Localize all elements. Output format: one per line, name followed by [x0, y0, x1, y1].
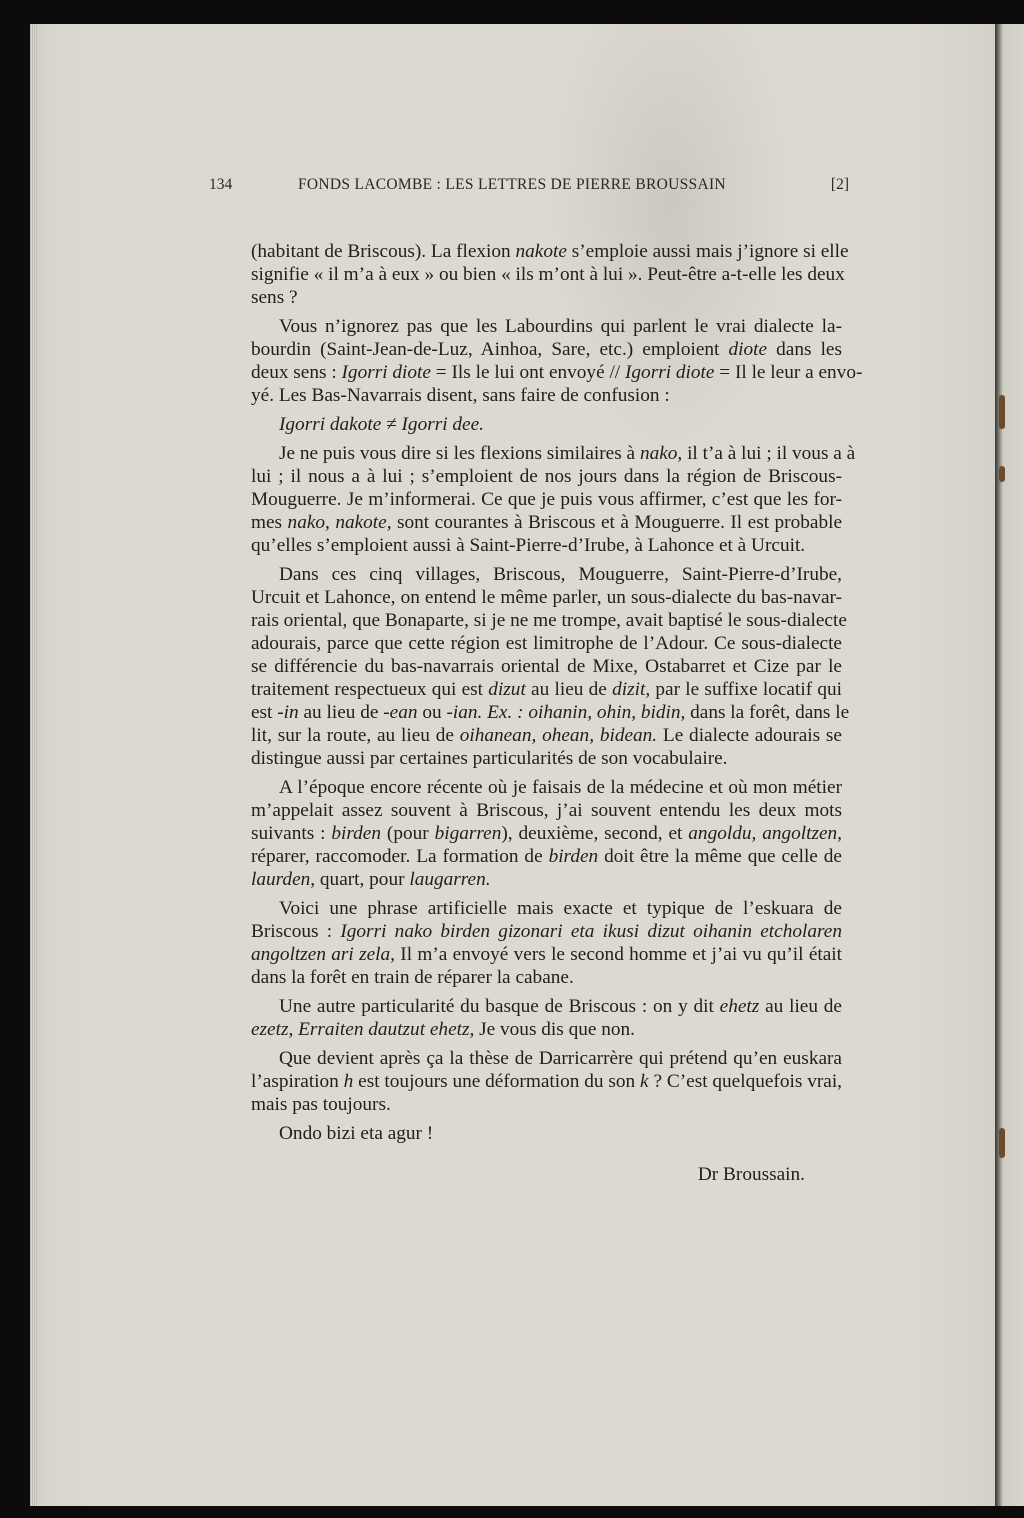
paragraph [251, 1122, 842, 1145]
text-run: ? C’est quelquefois vrai, [648, 1071, 843, 1092]
text-line [251, 413, 842, 436]
text-run: qu’elles s’emploient aussi à Saint-Pierre-d’Irube, à Lahonce et à Urcuit. [251, 535, 806, 556]
paragraph [251, 413, 842, 436]
italic-term: -in [277, 702, 299, 723]
text-run: ), deuxième, second, et [501, 823, 689, 844]
text-run: Mouguerre. Je m’informerai. Ce que je puis vous affirmer, c’est que les for- [251, 489, 842, 510]
text-run: Briscous : [251, 921, 341, 942]
italic-term: dizut [488, 679, 526, 700]
italic-term: -ean [383, 702, 418, 723]
text-run: lit, sur la route, au lieu de [251, 725, 460, 746]
text-line [251, 534, 842, 557]
text-run: traitement respectueux qui est [251, 679, 489, 700]
text-line [251, 701, 850, 724]
text-run: = Ils le lui ont envoyé // [430, 362, 625, 383]
text-run: il t’a à lui ; il vous a à [682, 443, 856, 464]
text-run: distingue aussi par certaines particularités de son vocabulaire. [251, 748, 728, 769]
paragraph [251, 897, 842, 989]
italic-term: birden [331, 823, 381, 844]
text-line [251, 845, 842, 868]
text-line [251, 511, 842, 534]
text-line [251, 897, 842, 920]
text-line [251, 586, 842, 609]
binding-mark [999, 466, 1005, 482]
running-header [209, 176, 849, 194]
text-line [251, 1070, 842, 1093]
text-run: mais pas toujours. [251, 1094, 391, 1115]
text-line [251, 724, 842, 747]
text-line [251, 315, 842, 338]
italic-term: bigarren [434, 823, 502, 844]
text-line [251, 1018, 842, 1041]
text-run: au lieu de [525, 679, 613, 700]
italic-term: ehetz [719, 996, 760, 1017]
page-stack-edge [30, 24, 38, 1506]
italic-term: -ian. Ex. : oihanin, ohin, bidin, [446, 702, 686, 723]
text-run: réparer, raccomoder. La formation de [251, 846, 549, 867]
italic-term: Igorri diote [625, 362, 715, 383]
text-line [251, 868, 842, 891]
text-run: (pour [381, 823, 435, 844]
text-run: lui ; il nous a à lui ; s’emploient de nos jours dans la région de Briscous- [251, 466, 842, 487]
text-run: par le suffixe locatif qui [650, 679, 843, 700]
italic-term: Igorri nako birden gizonari eta ikusi dizut oihanin etcholaren [340, 921, 842, 942]
text-run: (habitant de Briscous). La flexion [251, 241, 516, 262]
text-line [251, 1093, 842, 1116]
text-run: deux sens : [251, 362, 342, 383]
text-run: rais oriental, que Bonaparte, si je ne me trompe, avait baptisé le sous-dialecte [251, 610, 847, 631]
text-line [251, 966, 842, 989]
text-line [251, 943, 842, 966]
text-line [251, 799, 842, 822]
text-run: doit être la même que celle de [598, 846, 842, 867]
text-line [251, 361, 863, 384]
text-run: Vous n’ignorez pas que les Labourdins qui parlent le vrai dialecte la- [279, 316, 842, 337]
text-line [251, 747, 842, 770]
binding-mark [999, 395, 1005, 429]
text-run: m’appelait assez souvent à Briscous, j’ai souvent entendu les deux mots [251, 800, 842, 821]
text-line [251, 286, 842, 309]
text-run: dans les [767, 339, 842, 360]
text-run: s’emploie aussi mais j’ignore si elle [566, 241, 849, 262]
italic-term: laugarren. [409, 869, 491, 890]
italic-term: nakote [515, 241, 567, 262]
text-run: quart, pour [315, 869, 410, 890]
text-run: Le dialecte adourais se [657, 725, 842, 746]
text-run: A l’époque encore récente où je faisais de la médecine et où mon métier [279, 777, 842, 798]
page-number: 134 [209, 176, 233, 193]
text-run: Ondo bizi eta agur ! [279, 1123, 434, 1144]
text-run: est [251, 702, 278, 723]
facing-page-edge [995, 24, 1024, 1506]
text-run: Il m’a envoyé vers le second homme et j’ai vu qu’il était [394, 944, 843, 965]
text-run: Dans ces cinq villages, Briscous, Mouguerre, Saint-Pierre-d’Irube, [279, 564, 842, 585]
text-run: au lieu de [298, 702, 384, 723]
text-run: Je vous dis que non. [474, 1019, 635, 1040]
italic-term: laurden, [251, 869, 316, 890]
text-run: Je ne puis vous dire si les flexions similaires à [279, 443, 640, 464]
text-line [251, 338, 842, 361]
italic-term: Igorri diote [341, 362, 431, 383]
text-line [251, 995, 842, 1018]
text-run: yé. Les Bas-Navarrais disent, sans faire de confusion : [251, 385, 670, 406]
text-run: suivants : [251, 823, 332, 844]
text-run: Urcuit et Lahonce, on entend le même parler, un sous-dialecte du bas-navar- [251, 587, 842, 608]
text-line [251, 1122, 842, 1145]
text-run: Que devient après ça la thèse de Darricarrère qui prétend qu’en euskara [279, 1048, 842, 1069]
italic-term: dizit, [612, 679, 651, 700]
paragraph [251, 776, 842, 891]
text-run: sont courantes à Briscous et à Mouguerre. Il est probable [391, 512, 842, 533]
text-line [251, 632, 842, 655]
italic-term: angoltzen ari zela, [251, 944, 395, 965]
text-line [251, 609, 847, 632]
text-line [251, 384, 842, 407]
italic-term: h [343, 1071, 354, 1092]
paragraph [251, 442, 856, 557]
signature: Dr Broussain. [697, 1164, 805, 1185]
italic-term: k [640, 1071, 649, 1092]
text-line [251, 776, 842, 799]
italic-term: ezetz, Erraiten dautzut ehetz, [251, 1019, 475, 1040]
text-line [251, 263, 845, 286]
text-run: au lieu de [759, 996, 842, 1017]
text-run: Une autre particularité du basque de Briscous : on y dit [279, 996, 720, 1017]
text-line [251, 488, 842, 511]
letter-body [251, 240, 863, 1186]
text-line [251, 563, 842, 586]
text-line [251, 240, 849, 263]
text-run: dans la forêt, dans le [685, 702, 850, 723]
section-number: [2] [830, 176, 849, 193]
paragraph [251, 240, 849, 309]
running-title: FONDS LACOMBE : LES LETTRES DE PIERRE BROUSSAIN [298, 176, 726, 193]
paragraph [251, 315, 863, 407]
italic-term: oihanean, ohean, bidean. [459, 725, 658, 746]
italic-term: diote [728, 339, 768, 360]
text-run: est toujours une déformation du son [353, 1071, 641, 1092]
text-line [251, 655, 842, 678]
text-run: signifie « il m’a à eux » ou bien « ils m’ont à lui ». Peut-être a-t-elle les deux [251, 264, 845, 285]
text-run: sens ? [251, 287, 298, 308]
paragraph [251, 563, 850, 770]
text-run: Voici une phrase artificielle mais exacte et typique de l’eskuara de [279, 898, 842, 919]
text-line [251, 920, 842, 943]
text-line [251, 822, 842, 845]
text-run: mes [251, 512, 288, 533]
text-run: dans la forêt en train de réparer la cabane. [251, 967, 574, 988]
italic-term: nako, [639, 443, 683, 464]
text-run: se différencie du bas-navarrais oriental de Mixe, Ostabarret et Cize par le [251, 656, 842, 677]
text-run: bourdin (Saint-Jean-de-Luz, Ainhoa, Sare, etc.) emploient [251, 339, 729, 360]
text-run: l’aspiration [251, 1071, 344, 1092]
paragraph [251, 995, 842, 1041]
paragraph [251, 1047, 842, 1116]
text-run: = Il le leur a envo- [714, 362, 863, 383]
text-line [251, 1047, 842, 1070]
text-line [251, 442, 856, 465]
text-run: adourais, parce que cette région est limitrophe de l’Adour. Ce sous-dialecte [251, 633, 842, 654]
italic-term: Igorri dakote ≠ Igorri dee. [279, 414, 484, 435]
binding-mark [999, 1128, 1005, 1158]
italic-term: nako, nakote, [287, 512, 392, 533]
text-run: ou [417, 702, 447, 723]
italic-term: birden [548, 846, 599, 867]
italic-term: angoldu, angoltzen, [688, 823, 843, 844]
text-line [251, 465, 842, 488]
text-line [251, 678, 842, 701]
